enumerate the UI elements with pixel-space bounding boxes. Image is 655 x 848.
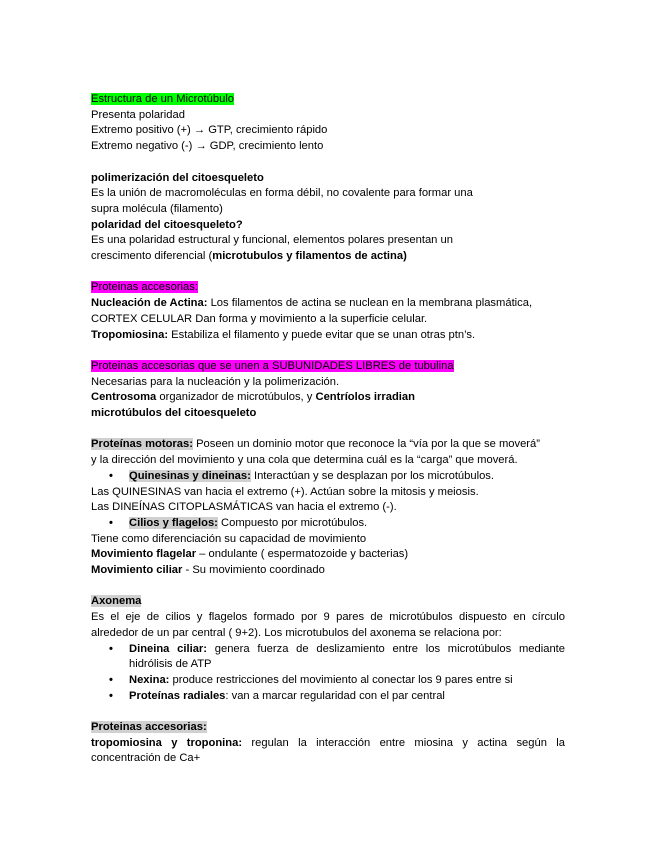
microtubule-structure-heading: Estructura de un Microtúbulo <box>91 93 235 105</box>
text-line: Movimiento flagelar – ondulante ( espermatozoide y bacterias) <box>91 548 409 561</box>
axoneme-paragraph: Es el eje de cilios y flagelos formado por 9 pares de microtúbulos dispuesto en círculo alrededor de un par central ( 9+2). Los microtubulos del axonema se relaciona por: <box>91 611 565 639</box>
text-line: Nucleación de Actina: Los filamentos de actina se nuclean en la membrana plasmática, <box>91 297 533 310</box>
text-line: Extremo positivo (+) → GTP, crecimiento rápido <box>91 124 328 137</box>
text-line: Movimiento ciliar - Su movimiento coordinado <box>91 564 325 577</box>
bullet-icon: • <box>109 673 113 686</box>
text-line: Es la unión de macromoléculas en forma débil, no covalente para formar una <box>91 187 473 200</box>
list-item: • Dineina ciliar: genera fuerza de deslizamiento entre los microtúbulos mediante hidrólisis de ATP <box>109 642 565 671</box>
bullet-icon: • <box>109 516 113 529</box>
bullet-icon: • <box>109 689 113 702</box>
text-line: Tropomiosina: Estabiliza el filamento y puede evitar que se unan otras ptn’s. <box>91 328 476 341</box>
motor-proteins-line: Proteínas motoras: Poseen un dominio motor que reconoce la “vía por la que se moverá” <box>91 438 540 451</box>
text-line: Las QUINESINAS van hacia el extremo (+). Actúan sobre la mitosis y meiosis. <box>91 485 479 498</box>
tropomyosin-paragraph: tropomiosina y troponina: regulan la interacción entre miosina y actina según la concentración de Ca+ <box>91 736 565 765</box>
accessory-proteins-heading: Proteinas accesorias: <box>91 281 198 294</box>
text-line: Necesarias para la nucleación y la polimerización. <box>91 375 340 388</box>
accessory-proteins-heading-2: Proteinas accesorias: <box>91 721 207 734</box>
bullet-icon: • <box>109 642 113 655</box>
text-line: CORTEX CELULAR Dan forma y movimiento a la superficie celular. <box>91 312 428 325</box>
text-line: Extremo negativo (-) → GDP, crecimiento lento <box>91 140 324 153</box>
axoneme-heading: Axonema <box>91 595 142 608</box>
text-line: Centrosoma organizador de microtúbulos, y Centríolos irradian <box>91 391 415 404</box>
list-item: • Proteínas radiales: van a marcar regularidad con el par central <box>91 689 565 705</box>
polymerization-heading: polimerización del citoesqueleto <box>91 171 264 184</box>
document-page <box>91 92 565 767</box>
text-line: microtúbulos del citoesqueleto <box>91 407 257 420</box>
bullet-icon: • <box>109 469 113 482</box>
text-line: supra molécula (filamento) <box>91 202 223 215</box>
polarity-heading: polaridad del citoesqueleto? <box>91 218 243 231</box>
list-item: • Quinesinas y dineinas: Interactúan y se desplazan por los microtúbulos. <box>91 469 565 485</box>
text-line: Es una polaridad estructural y funcional, elementos polares presentan un <box>91 234 453 247</box>
text-line: Las DINEÍNAS CITOPLASMÁTICAS van hacia el extremo (-). <box>91 501 397 514</box>
free-subunit-proteins-heading: Proteinas accesorias que se unen a SUBUNIDADES LIBRES de tubulina <box>91 359 454 372</box>
text-line: crescimento diferencial (microtubulos y filamentos de actina) <box>91 250 407 263</box>
text-line: Tiene como diferenciación su capacidad de movimiento <box>91 532 367 545</box>
list-item: • Nexina: produce restricciones del movimiento al conectar los 9 pares entre si <box>91 673 565 689</box>
list-item: • Cilios y flagelos: Compuesto por microtúbulos. <box>91 516 565 532</box>
text-line: y la dirección del movimiento y una cola que determina cuál es la “carga” que moverá. <box>91 454 518 467</box>
text-line: Presenta polaridad <box>91 108 185 121</box>
